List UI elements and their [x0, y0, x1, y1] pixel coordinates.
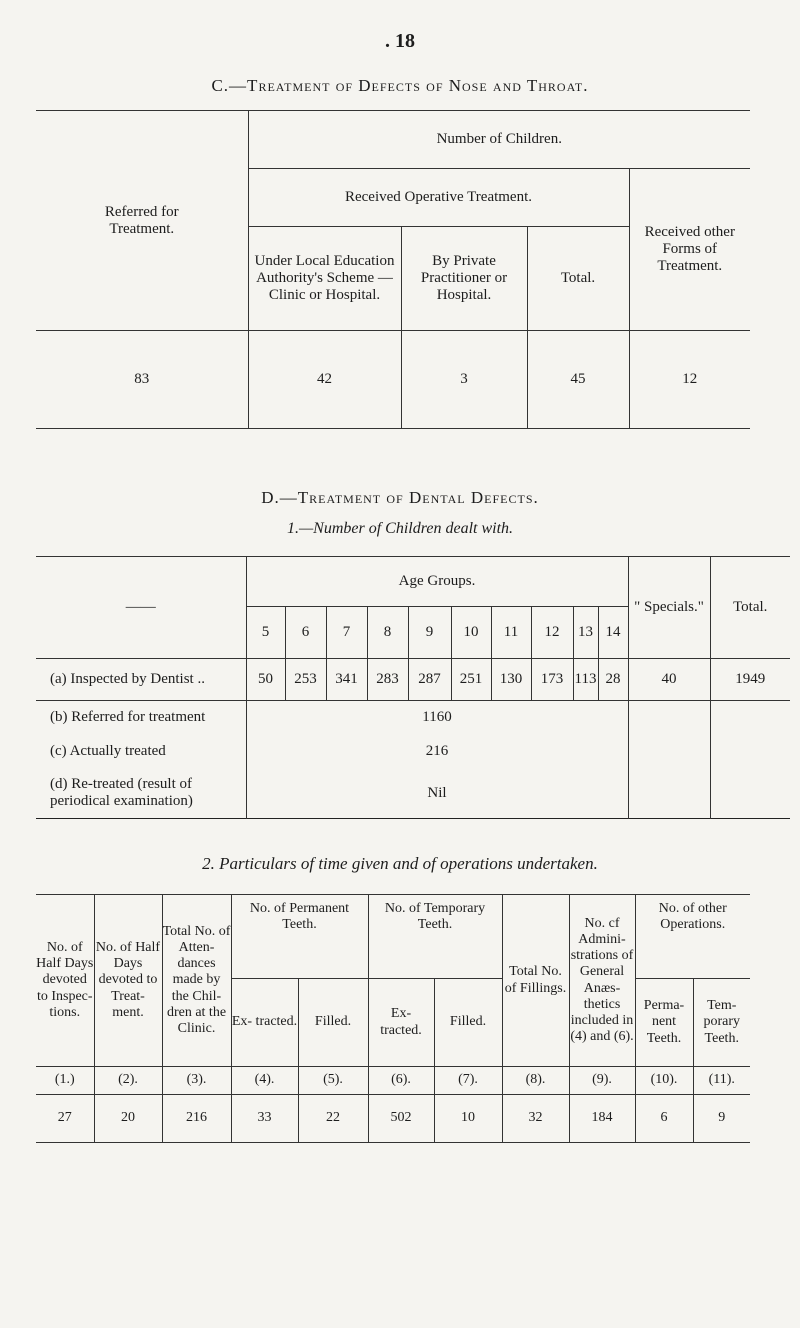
dental-operations-table — [36, 894, 750, 1143]
temporary-teeth-header: No. of Temporary Teeth. — [368, 895, 502, 979]
col-number-7: (7). — [434, 1067, 502, 1095]
age-12: 12 — [531, 607, 573, 659]
treated-label: (c) Actually treated — [36, 735, 246, 769]
col-number-2: (2). — [94, 1067, 162, 1095]
page-number: . 18 — [385, 30, 415, 52]
total-header: Total. — [527, 227, 629, 331]
perm-extracted-header: Ex- tracted. — [231, 979, 298, 1067]
value-7: 10 — [434, 1095, 502, 1143]
treated-value: 216 — [246, 735, 628, 769]
col-number-9: (9). — [569, 1067, 635, 1095]
inspected-8: 283 — [367, 659, 408, 701]
section-d-sub1: 1.—Number of Children dealt with. — [286, 520, 514, 537]
half-days-treatment-header: No. of Half Days devoted to Treat- ment. — [94, 895, 162, 1067]
nose-throat-table — [36, 110, 750, 429]
received-other-value: 12 — [629, 331, 750, 429]
under-local-header: Under Local Education Authority's Scheme —Clinic or Hospital. — [248, 227, 401, 331]
total-value: 45 — [527, 331, 629, 429]
age-8: 8 — [367, 607, 408, 659]
value-1: 27 — [36, 1095, 94, 1143]
section-c-title: C.—Treatment of Defects of Nose and Throat. — [211, 76, 589, 95]
inspected-7: 341 — [326, 659, 367, 701]
value-11: 9 — [693, 1095, 750, 1143]
inspected-6: 253 — [285, 659, 326, 701]
col-number-11: (11). — [693, 1067, 750, 1095]
inspected-11: 130 — [491, 659, 531, 701]
total-attendances-header: Total No. of Atten- dances made by the Chil- dren at the Clinic. — [162, 895, 231, 1067]
section-d-sub2: 2. Particulars of time given and of operations undertaken. — [202, 854, 598, 873]
other-operations-header: No. of other Operations. — [635, 895, 750, 979]
value-6: 502 — [368, 1095, 434, 1143]
retreated-value: Nil — [246, 769, 628, 819]
col-number-3: (3). — [162, 1067, 231, 1095]
perm-filled-header: Filled. — [298, 979, 368, 1067]
number-of-children-header: Number of Children. — [248, 111, 750, 169]
by-private-value: 3 — [401, 331, 527, 429]
age-groups-header: Age Groups. — [246, 557, 628, 607]
col-number-4: (4). — [231, 1067, 298, 1095]
age-9: 9 — [408, 607, 451, 659]
by-private-header: By Private Practitioner or Hospital. — [401, 227, 527, 331]
referred-value: 1160 — [246, 701, 628, 735]
value-8: 32 — [502, 1095, 569, 1143]
age-5: 5 — [246, 607, 285, 659]
specials-header: " Specials." — [628, 557, 710, 659]
age-13: 13 — [573, 607, 598, 659]
referred-header: Referred for Treatment. — [36, 111, 248, 331]
age-14: 14 — [598, 607, 628, 659]
value-5: 22 — [298, 1095, 368, 1143]
col-number-1: (1.) — [36, 1067, 94, 1095]
value-3: 216 — [162, 1095, 231, 1143]
age-7: 7 — [326, 607, 367, 659]
inspected-10: 251 — [451, 659, 491, 701]
col-number-6: (6). — [368, 1067, 434, 1095]
anaesthetics-header: No. cf Admini- strations of General Anæs- thetics included in (4) and (6). — [569, 895, 635, 1067]
col-number-5: (5). — [298, 1067, 368, 1095]
permanent-teeth-header: No. of Permanent Teeth. — [231, 895, 368, 979]
received-operative-header: Received Operative Treatment. — [248, 169, 629, 227]
value-9: 184 — [569, 1095, 635, 1143]
received-other-header: Received other Forms of Treatment. — [629, 169, 750, 331]
half-days-inspections-header: No. of Half Days devoted to Inspec- tions. — [36, 895, 94, 1067]
inspected-total: 1949 — [710, 659, 790, 701]
inspected-specials: 40 — [628, 659, 710, 701]
retreated-label: (d) Re-treated (result of periodical examination) — [36, 769, 246, 819]
total-fillings-header: Total No. of Fillings. — [502, 895, 569, 1067]
inspected-13: 113 — [573, 659, 598, 701]
col-number-10: (10). — [635, 1067, 693, 1095]
inspected-9: 287 — [408, 659, 451, 701]
value-10: 6 — [635, 1095, 693, 1143]
age-10: 10 — [451, 607, 491, 659]
blank-header: —— — [36, 557, 246, 659]
inspected-12: 173 — [531, 659, 573, 701]
section-d-title: D.—Treatment of Dental Defects. — [261, 488, 539, 507]
value-2: 20 — [94, 1095, 162, 1143]
total-header: Total. — [710, 557, 790, 659]
age-11: 11 — [491, 607, 531, 659]
referred-value: 83 — [36, 331, 248, 429]
temp-filled-header: Filled. — [434, 979, 502, 1067]
inspected-5: 50 — [246, 659, 285, 701]
inspected-label: (a) Inspected by Dentist .. — [36, 659, 246, 701]
referred-label: (b) Referred for treatment — [36, 701, 246, 735]
dental-children-table — [36, 556, 790, 819]
inspected-14: 28 — [598, 659, 628, 701]
age-6: 6 — [285, 607, 326, 659]
temp-extracted-header: Ex- tracted. — [368, 979, 434, 1067]
under-local-value: 42 — [248, 331, 401, 429]
other-permanent-header: Perma- nent Teeth. — [635, 979, 693, 1067]
other-temporary-header: Tem- porary Teeth. — [693, 979, 750, 1067]
value-4: 33 — [231, 1095, 298, 1143]
col-number-8: (8). — [502, 1067, 569, 1095]
